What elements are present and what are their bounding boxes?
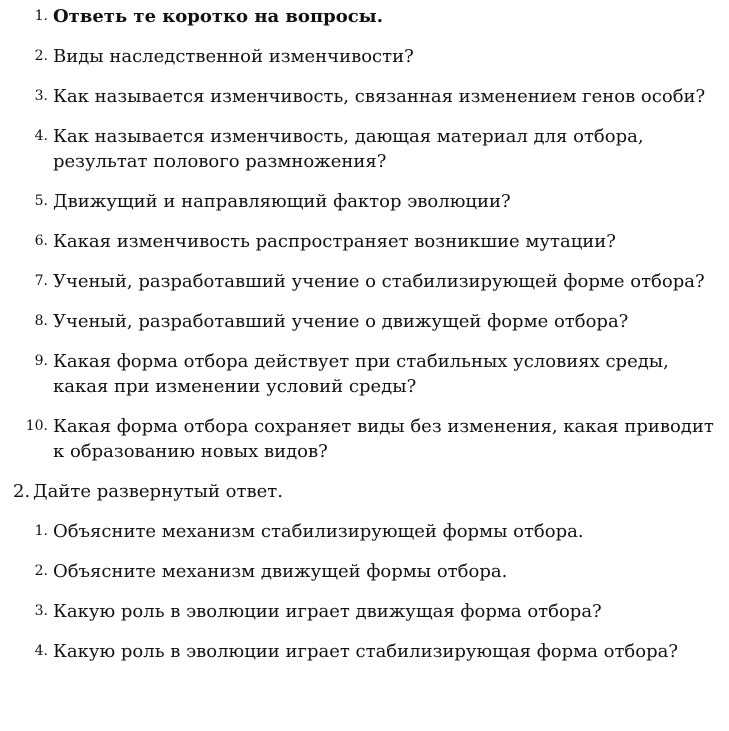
sublist-item-4 (0, 639, 729, 664)
list-number: 10. (25, 418, 48, 434)
list-number: 9. (34, 353, 48, 369)
list-number: 4. (34, 643, 48, 659)
list-item-8 (0, 309, 729, 334)
list-item-text: Виды наследственной изменчивости? (53, 46, 414, 67)
list-item-text: Ученый, разработавший учение о движущей форме отбора? (53, 311, 629, 332)
list-item-1 (0, 4, 729, 29)
list-item-text: Движущий и направляющий фактор эволюции? (53, 191, 511, 212)
list-number: 7. (34, 273, 48, 289)
list-number: 2. (34, 563, 48, 579)
list-item-9 (0, 349, 729, 399)
list-item-text: Какую роль в эволюции играет движущая форма отбора? (53, 601, 602, 622)
list-number: 3. (34, 88, 48, 104)
list-number: 1. (34, 8, 48, 24)
list-number: 2. (34, 48, 48, 64)
section-title: Дайте развернутый ответ. (33, 481, 283, 502)
list-number: 4. (34, 128, 48, 144)
list-item-text-line1: Какая форма отбора действует при стабильных условиях среды, (53, 351, 669, 372)
list-item-text-line1: Какая форма отбора сохраняет виды без изменения, какая приводит (53, 416, 714, 437)
list-item-text: Объясните механизм движущей формы отбора. (53, 561, 508, 582)
list-item-text-line2: результат полового размножения? (53, 151, 387, 172)
sublist-item-1 (0, 519, 729, 544)
list-item-text: Ответь те коротко на вопросы. (53, 6, 383, 27)
list-number: 5. (34, 193, 48, 209)
list-number: 6. (34, 233, 48, 249)
list-number: 8. (34, 313, 48, 329)
list-item-text-line1: Как называется изменчивость, дающая материал для отбора, (53, 126, 644, 147)
list-item-7 (0, 269, 729, 294)
list-item-text: Ученый, разработавший учение о стабилизирующей форме отбора? (53, 271, 705, 292)
list-item-text-line2: к образованию новых видов? (53, 441, 328, 462)
list-item-text: Как называется изменчивость, связанная изменением генов особи? (53, 86, 706, 107)
list-item-text: Объясните механизм стабилизирующей формы отбора. (53, 521, 584, 542)
list-item-4 (0, 124, 729, 174)
list-item-text-line2: какая при изменении условий среды? (53, 376, 417, 397)
section-heading (0, 479, 729, 504)
list-item-text: Какую роль в эволюции играет стабилизирующая форма отбора? (53, 641, 678, 662)
list-number: 1. (34, 523, 48, 539)
list-item-5 (0, 189, 729, 214)
sublist-item-3 (0, 599, 729, 624)
list-item-6 (0, 229, 729, 254)
list-item-3 (0, 84, 729, 109)
sublist-item-2 (0, 559, 729, 584)
section-number: 2. (13, 481, 31, 502)
list-item-2 (0, 44, 729, 69)
list-item-text: Какая изменчивость распространяет возникшие мутации? (53, 231, 616, 252)
list-item-10 (0, 414, 729, 464)
list-number: 3. (34, 603, 48, 619)
